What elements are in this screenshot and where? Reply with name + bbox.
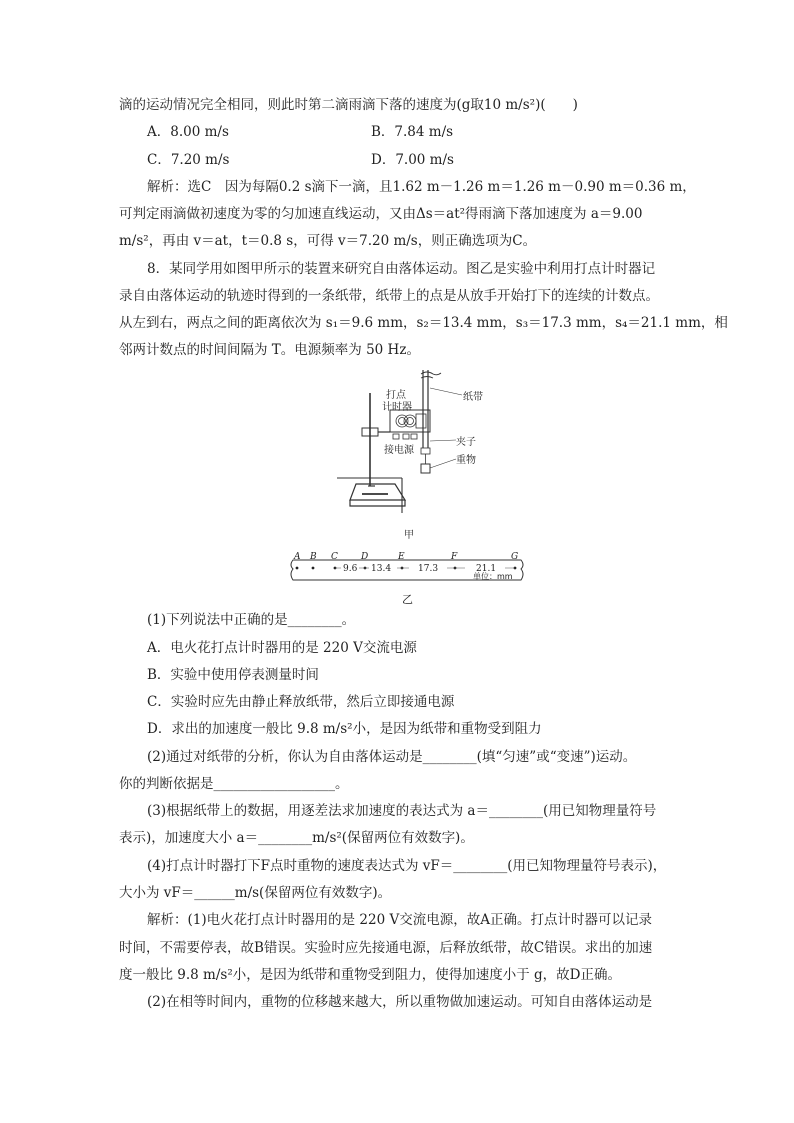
q8-part-1-option-a: A．电火花打点计时器用的是 220 V交流电源 bbox=[147, 640, 417, 656]
q8-stem-line-1: 8．某同学用如图甲所示的装置来研究自由落体运动。图乙是实验中利用打点计时器记 bbox=[147, 261, 656, 277]
q8-stem-line-4: 邻两计数点的时间间隔为 T。电源频率为 50 Hz。 bbox=[119, 342, 420, 358]
q8-solution-line-4: (2)在相等时间内，重物的位移越来越大，所以重物做加速运动。可知自由落体运动是 bbox=[147, 994, 653, 1010]
label-timer-1: 打点 bbox=[386, 390, 406, 401]
q7-option-c: C．7.20 m/s bbox=[147, 152, 230, 168]
distance-s3: 17.3 bbox=[418, 564, 439, 574]
point-label-f: F bbox=[451, 552, 458, 562]
label-clip: 夹子 bbox=[456, 437, 476, 448]
q8-solution-line-3: 度一般比 9.8 m/s²小，是因为纸带和重物受到阻力，使得加速度小于 g，故D正确。 bbox=[119, 967, 621, 983]
q8-solution-line-1: 解析：(1)电火花打点计时器用的是 220 V交流电源，故A正确。打点计时器可以记录 bbox=[147, 912, 652, 928]
caption-jia: 甲 bbox=[404, 530, 414, 541]
point-label-g: G bbox=[511, 552, 519, 562]
q7-option-b: B．7.84 m/s bbox=[371, 124, 454, 140]
q8-part-2-line-2: 你的判断依据是__________________。 bbox=[119, 776, 349, 792]
q8-part-4-line-2: 大小为 vF＝______m/s(保留两位有效数字)。 bbox=[119, 885, 392, 901]
q8-stem-line-3: 从左到右，两点之间的距离依次为 s₁＝9.6 mm，s₂＝13.4 mm，s₃＝17.3 mm，s₄＝21.1 mm，相 bbox=[119, 315, 728, 331]
q8-part-1-option-b: B．实验中使用停表测量时间 bbox=[147, 667, 319, 683]
point-label-d: D bbox=[361, 552, 369, 562]
figure-yi-paper-tape bbox=[285, 550, 529, 588]
point-label-b: B bbox=[310, 552, 317, 562]
q7-solution-line-1: 解析：选C 因为每隔0.2 s滴下一滴，且1.62 m－1.26 m＝1.26 m－0.90 m＝0.36 m， bbox=[147, 179, 696, 195]
q8-part-4-line-1: (4)打点计时器打下F点时重物的速度表达式为 vF＝________(用已知物理量符号表示)， bbox=[147, 858, 667, 874]
label-power: 接电源 bbox=[384, 445, 414, 456]
q8-part-1-option-d: D．求出的加速度一般比 9.8 m/s²小，是因为纸带和重物受到阻力 bbox=[147, 721, 542, 737]
distance-s4: 21.1 bbox=[476, 564, 497, 574]
q7-option-d: D．7.00 m/s bbox=[371, 152, 454, 168]
q7-intro: 滴的运动情况完全相同，则此时第二滴雨滴下落的速度为(g取10 m/s²)( ) bbox=[119, 97, 578, 113]
point-label-c: C bbox=[331, 552, 338, 562]
distance-s2: 13.4 bbox=[371, 564, 392, 574]
q8-part-3-line-2: 表示)，加速度大小 a＝________m/s²(保留两位有效数字)。 bbox=[119, 830, 474, 846]
distance-s1: 9.6 bbox=[343, 564, 358, 574]
q7-option-a: A．8.00 m/s bbox=[147, 124, 229, 140]
q8-part-1-option-c: C．实验时应先由静止释放纸带，然后立即接通电源 bbox=[147, 694, 455, 710]
q8-part-3-line-1: (3)根据纸带上的数据，用逐差法求加速度的表达式为 a＝________(用已知物理量符号 bbox=[147, 803, 657, 819]
point-label-e: E bbox=[398, 552, 405, 562]
q7-solution-line-3: m/s²，再由 v＝at，t＝0.8 s，可得 v＝7.20 m/s，则正确选项为C。 bbox=[119, 233, 537, 249]
q8-part-2-line-1: (2)通过对纸带的分析，你认为自由落体运动是________(填“匀速”或“变速”)运动。 bbox=[147, 749, 637, 765]
q8-part-1: (1)下列说法中正确的是________。 bbox=[147, 612, 356, 628]
label-timer-2: 计时器 bbox=[382, 402, 412, 413]
label-paper-tape: 纸带 bbox=[463, 392, 483, 403]
tape-unit: 单位：mm bbox=[473, 572, 513, 581]
q7-solution-line-2: 可判定雨滴做初速度为零的匀加速直线运动，又由Δs＝at²得雨滴下落加速度为 a＝9.00 bbox=[119, 206, 643, 222]
label-weight: 重物 bbox=[456, 455, 476, 466]
q8-solution-line-2: 时间，不需要停表，故B错误。实验时应先接通电源，后释放纸带，故C错误。求出的加速 bbox=[119, 940, 653, 956]
q8-stem-line-2: 录自由落体运动的轨迹时得到的一条纸带，纸带上的点是从放手开始打下的连续的计数点。 bbox=[119, 288, 659, 304]
caption-yi: 乙 bbox=[402, 593, 413, 606]
point-label-a: A bbox=[294, 552, 301, 562]
